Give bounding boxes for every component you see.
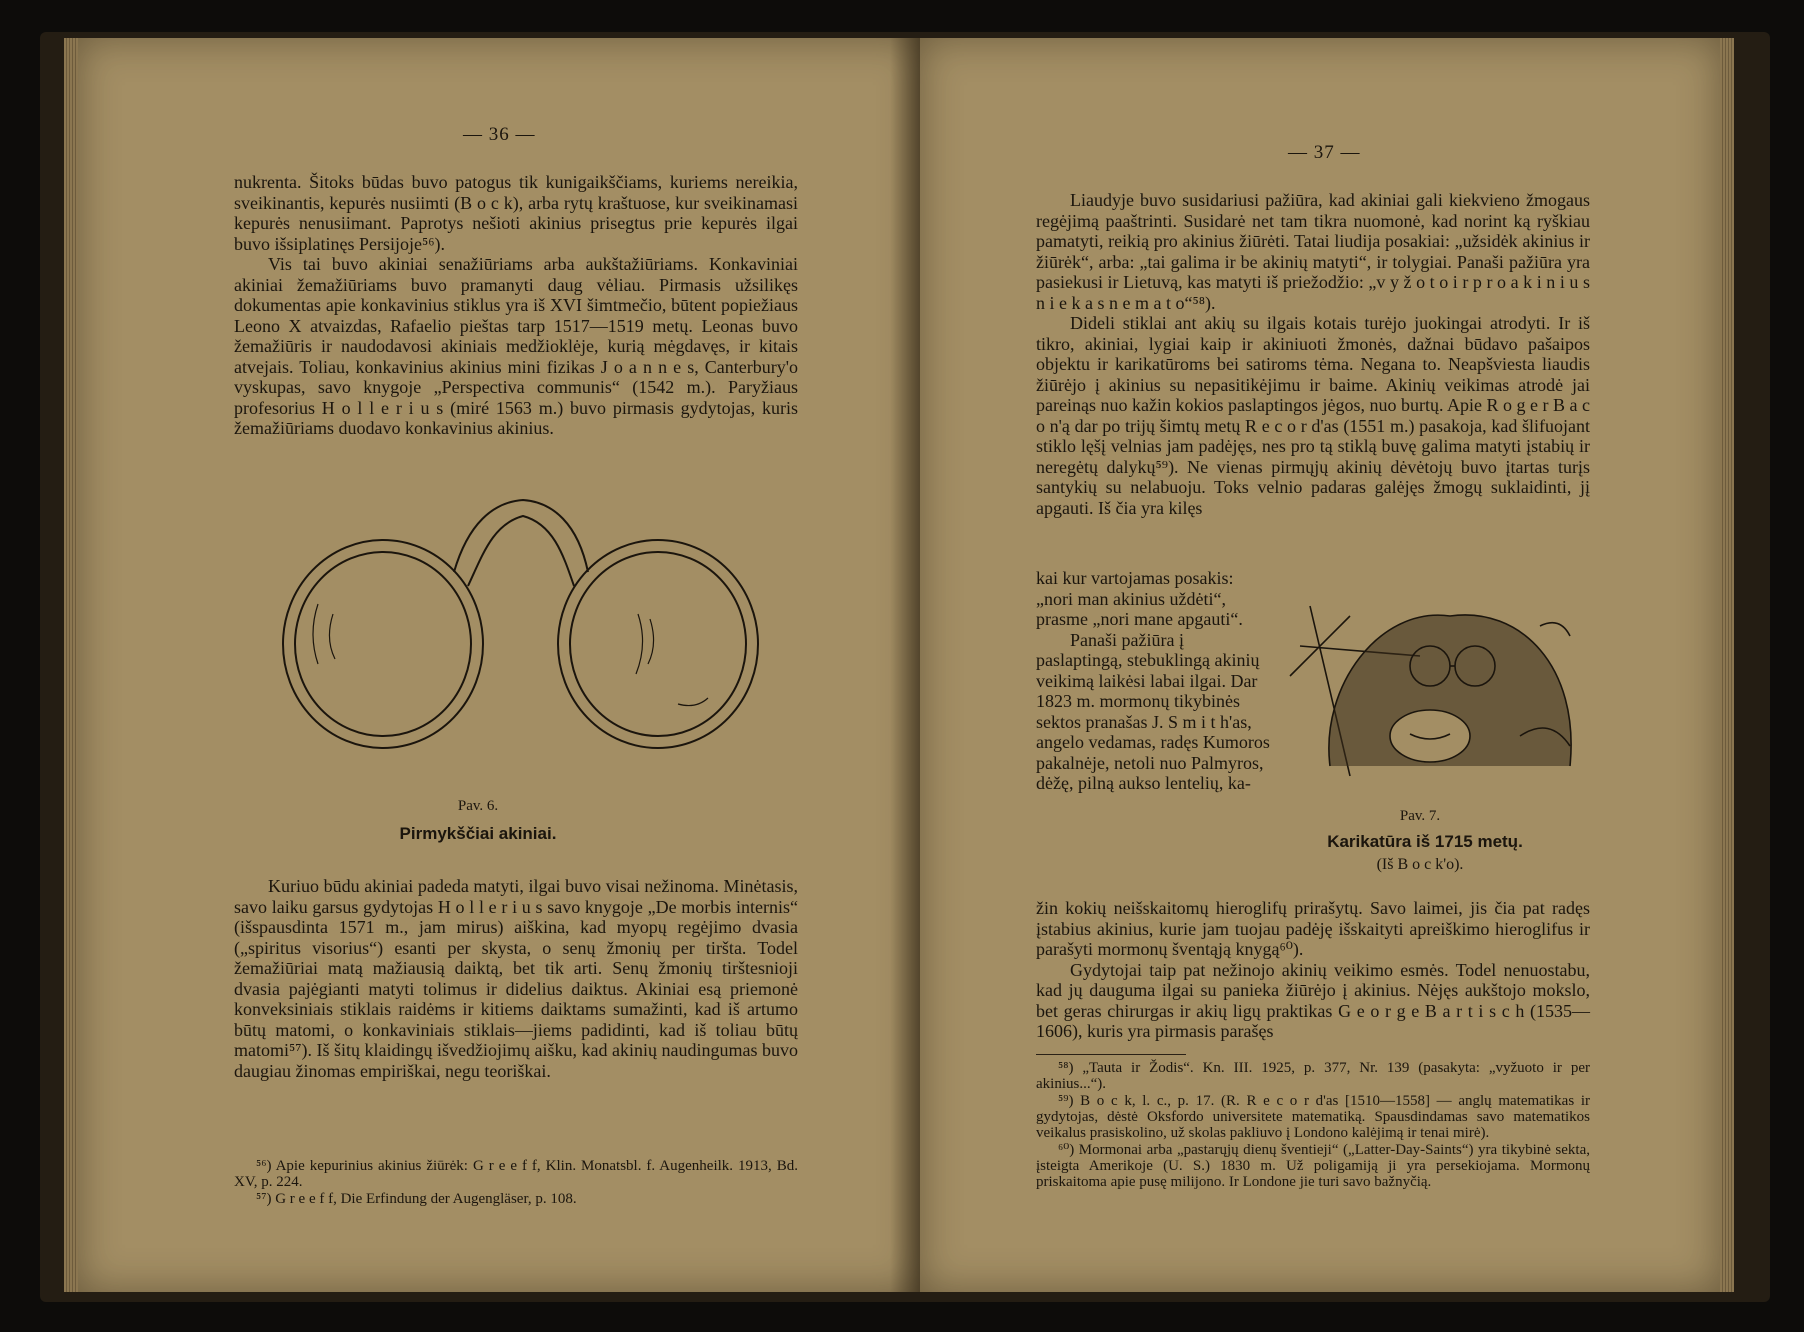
right-wrap-line-1: kai kur vartojamas posakis: „nori man akinius uždėti“, prasme „nori mane apgauti“. xyxy=(1036,568,1243,629)
left-footnote-56: ⁵⁶) Apie kepurinius akinius žiūrėk: G r e e f f, Klin. Monatsbl. f. Augenheilk. 1913, Bd. XV, p. 224. xyxy=(234,1158,798,1190)
lens-shading-5 xyxy=(678,698,708,706)
left-paragraph-1: nukrenta. Šitoks būdas buvo patogus tik kunigaikščiams, kuriems nereikia, sveikinantis, kepurės nusiimti (B o c k), arba rytų kraštuose, kur sveikinamasi kepurės nenusiimant. Paprotys nešioti akinius prisegtus prie kepurės ilgai buvo išsiplatinęs Persijoje⁵⁶). xyxy=(234,172,798,254)
lens-shading-2 xyxy=(329,614,335,659)
bridge-inner xyxy=(454,500,588,572)
right-page xyxy=(920,38,1720,1292)
right-footnote-60: ⁶⁰) Mormonai arba „pastarųjų dienų šventieji“ („Latter-Day-Saints“) yra tikybinė sekta, įsteigta Amerikoje (U. S.) 1830 m. Už poligamiją ji yra persekiojama. Mormonų priskaitoma apie pusę milijono. Ir Londone jie turi savo bažnyčią. xyxy=(1036,1142,1590,1190)
left-top-text xyxy=(234,172,798,439)
figure-6-title: Pirmykščiai akiniai. xyxy=(399,824,557,843)
right-bottom-text xyxy=(1036,898,1590,1042)
caricature-illustration xyxy=(1280,586,1590,786)
figure-7-source: (Iš B o c k'o). xyxy=(1376,856,1464,873)
left-paragraph-3: Kuriuo būdu akiniai padeda matyti, ilgai buvo visai nežinoma. Minėtasis, savo laiku garsus gydytojas H o l l e r i u s savo knygoje „De morbis internis“ (išspausdinta 1571 m., jam mirus) aiškina, kad myopų regėjimo dvasia („spiritus visorius“) esanti per skysta, o senų žmonių per tiršta. Todel žemažiūriai matą mažiausią daiktą, bet tik arti. Senų žmonių tirštesnioji dvasia pajėgianti matyti tolimus ir didelius daiktus. Akiniai esą priemonė konveksiniais stiklais raidėms ir kitiems daiktams sumažinti, kad iš artumo būtų matomi, o konkaviniais stiklais—jiems padidinti, kad iš toliau būtų matomi⁵⁷). Iš šitų klaidingų išvedžiojimų aišku, kad akinių naudingumas buvo daugiau žinomas empiriškai, negu teoriškai. xyxy=(234,876,798,1081)
left-page-edges xyxy=(64,38,78,1292)
left-footnotes xyxy=(234,1158,798,1208)
right-footnotes xyxy=(1036,1060,1590,1191)
right-wrap-text xyxy=(1036,568,1272,794)
right-page-edges xyxy=(1720,38,1734,1292)
right-top-text xyxy=(1036,190,1590,518)
left-lens-inner xyxy=(295,552,471,736)
left-page xyxy=(78,38,920,1292)
bridge-outer xyxy=(468,516,574,586)
footnote-rule xyxy=(1036,1054,1186,1055)
right-footnote-58: ⁵⁸) „Tauta ir Žodis“. Kn. III. 1925, p. 377, Nr. 139 (pasakyta: „vyžuoto ir per akinius...“). xyxy=(1036,1060,1590,1092)
caricature-face-lower xyxy=(1390,710,1470,762)
left-footnote-57: ⁵⁷) G r e e f f, Die Erfindung der Augengläser, p. 108. xyxy=(256,1191,577,1207)
right-page-number: — 37 — xyxy=(1288,142,1361,163)
figure-7-caption: Pav. 7. xyxy=(1399,808,1441,824)
right-footnote-59: ⁵⁹) B o c k, l. c., p. 17. (R. R e c o r d'as [1510—1558] — anglų matematikas ir gydytojas, dėstė Oksfordo universitete matematiką. Spausdindamas savo matematikos veikalus prasiskolino, už skolas pakliuvo į Londono kalėjimą ir tenai mirė). xyxy=(1036,1093,1590,1141)
open-book xyxy=(40,32,1770,1322)
right-paragraph-1: Liaudyje buvo susidariusi pažiūra, kad akiniai gali kiekvieno žmogaus regėjimą paaštrinti. Susidarė net tam tikra nuomonė, kad norint ką ryškiau pamatyti, reikią pro akinius žiūrėti. Tatai liudija posakiai: „užsidėk akinius ir žiūrėk“, arba: „tai galima ir be akinių matyti“, ir tolygiai. Panaši pažiūra yra pasiekusi ir Lietuvą, kas matyti iš priežodžio: „v y ž o t o i r p r o a k i n i u s n i e k a s n e m a t o“⁵⁸). xyxy=(1036,190,1590,313)
right-lens-inner xyxy=(570,552,746,736)
figure-7-title: Karikatūra iš 1715 metų. xyxy=(1327,832,1523,851)
left-paragraph-2: Vis tai buvo akiniai senažiūriams arba aukštažiūriams. Konkaviniai akiniai žemažiūriams buvo pramanyti daug vėliau. Pirmasis užsilikęs dokumentas apie konkavinius stiklus yra iš XVI šimtmečio, būtent popiežiaus Leono X atvaizdas, Rafaelio pieštas tarp 1517—1519 metų. Leonas buvo žemažiūris ir naudodavosi akiniais medžioklėje, kurią mėgdavęs, ir kitais atvejais. Toliau, konkavinius akinius mini fizikas J o a n n e s, Canterbury'o vyskupas, savo knygoje „Perspectiva communis“ (1542 m.). Paryžiaus profesorius H o l l e r i u s (miré 1563 m.) buvo pirmasis gydytojas, kuris žemažiūriams duodavo konkavinius akinius. xyxy=(234,254,798,438)
lens-shading-1 xyxy=(313,604,318,664)
right-paragraph-2: Dideli stiklai ant akių su ilgais kotais turėjo juokingai atrodyti. Ir iš tikro, akiniai, lygiai kaip ir akiniuoti žmonės, dažnai būdavo pašaipos objektu ir karikatūroms bei satiroms tėma. Negana to. Neapšviesta liaudis žiūrėjo į akinius su nepasitikėjimu ir baime. Akinių veikimas atrodė jai pareinąs nuo kažin kokios paslaptingos jėgos, nuo burtų. Apie R o g e r B a c o n'ą dar po trijų šimtų metų R e c o r d'as (1551 m.) pasakoja, kad šlifuojant stiklo lęšį velnias jam padėjęs, nes pro tą stiklą buvę galima matyti įstabių ir neregėtų dalykų⁵⁹). Ne vienas pirmųjų akinių dėvėtojų buvo įtartas turįs santykių su nelabuoju. Toks velnio padaras galėjęs žmogų suklaidinti, jį apgauti. Iš čia yra kilęs xyxy=(1036,313,1590,518)
figure-6-caption: Pav. 6. xyxy=(457,798,499,814)
right-wrap-line-2: Panaši pažiūra į paslaptingą, stebuklingą akinių veikimą laikėsi labai ilgai. Dar 1823 m. mormonų tikybinės sektos pranašas J. S m i t h'as, angelo vedamas, radęs Kumoros pakalnėje, netoli nuo Palmyros, dėžę, pilną aukso lentelių, ka- xyxy=(1036,629,1270,793)
lens-shading-3 xyxy=(636,614,643,674)
right-paragraph-4: Gydytojai taip pat nežinojo akinių veikimo esmės. Todel nenuostabu, kad jų dauguma ilgai su panieka žiūrėjo į akinius. Nėjęs aukštojo mokslo, bet geras chirurgas ir akių ligų praktikas G e o r g e B a r t i s c h (1535—1606), kuris yra pirmasis parašęs xyxy=(1036,959,1590,1041)
spectacles-illustration xyxy=(278,494,778,794)
right-paragraph-3: žin kokių neišskaitomų hieroglifų prirašytų. Savo laimei, jis čia pat radęs įstabius akinius, kurie jam tuojau padėję išskaityti apreiškimo hieroglifus ir parašyti mormonų šventąją knygą⁶⁰). xyxy=(1036,898,1590,959)
left-bottom-text xyxy=(234,876,798,1081)
left-page-number: — 36 — xyxy=(463,124,536,145)
lens-shading-4 xyxy=(648,619,654,664)
